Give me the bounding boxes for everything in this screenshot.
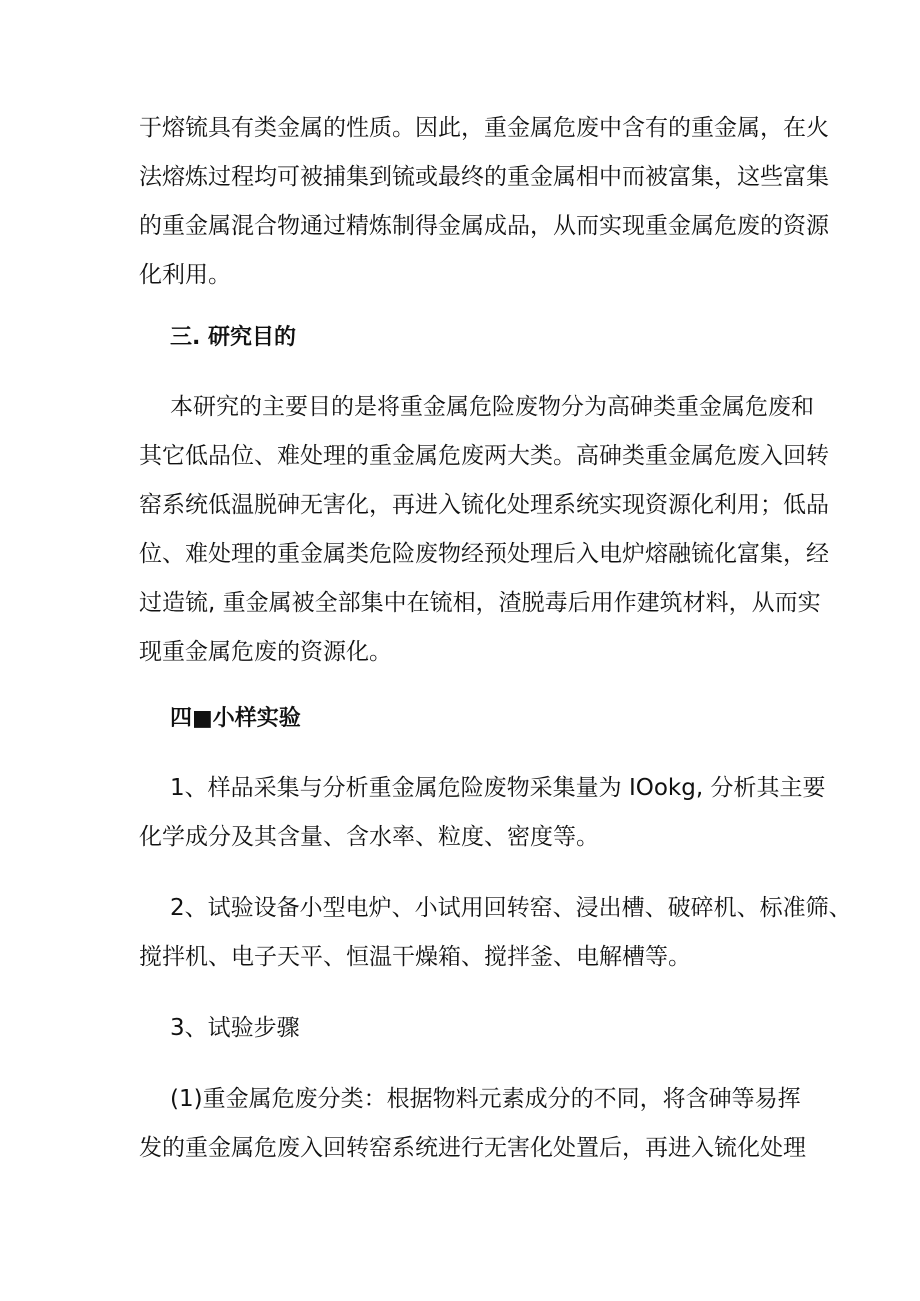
paragraph-item-3 — [139, 1004, 789, 1053]
text-line: 窑系统低温脱砷无害化，再进入锍化处理系统实现资源化利用；低品 — [139, 492, 829, 518]
paragraph-research-purpose — [139, 383, 829, 677]
text-line: 法熔炼过程均可被捕集到锍或最终的重金属相中而被富集，这些富集 — [139, 164, 829, 190]
text-line: 3、试验步骤 — [170, 1015, 300, 1041]
text-line: 其它低品位、难处理的重金属危废两大类。高砷类重金属危废入回转 — [139, 443, 829, 469]
text-line: 现重金属危废的资源化。 — [139, 639, 392, 665]
text-line: 本研究的主要目的是将重金属危险废物分为高砷类重金属危废和 — [170, 394, 814, 420]
text-line: 发的重金属危废入回转窑系统进行无害化处置后，再进入锍化处理 — [139, 1135, 806, 1161]
text-line: 1、样品采集与分析重金属危险废物采集量为 IOokg, 分析其主要 — [170, 775, 826, 801]
section-heading-research-purpose: 三. 研究目的 — [170, 325, 297, 350]
text-line: 搅拌机、电子天平、恒温干燥箱、搅拌釜、电解槽等。 — [139, 944, 691, 970]
paragraph-item-4 — [139, 1075, 806, 1173]
section-heading-small-sample-experiment: 四■小样实验 — [170, 706, 301, 731]
text-line: 过造锍, 重金属被全部集中在锍相，渣脱毒后用作建筑材料，从而实 — [139, 590, 821, 616]
paragraph-item-2 — [139, 884, 852, 982]
paragraph-item-1 — [139, 764, 826, 862]
text-line: 化利用。 — [139, 262, 231, 288]
text-line: 化学成分及其含量、含水率、粒度、密度等。 — [139, 824, 599, 850]
text-line: (1)重金属危废分类：根据物料元素成分的不同，将含砷等易挥 — [170, 1086, 801, 1112]
text-line: 2、试验设备小型电炉、小试用回转窑、浸出槽、破碎机、标准筛、 — [170, 895, 852, 921]
text-line: 于熔锍具有类金属的性质。因此，重金属危废中含有的重金属，在火 — [139, 115, 829, 141]
paragraph-intro — [139, 104, 829, 300]
text-line: 位、难处理的重金属类危险废物经预处理后入电炉熔融锍化富集，经 — [139, 541, 829, 567]
text-line: 的重金属混合物通过精炼制得金属成品，从而实现重金属危废的资源 — [139, 213, 829, 239]
